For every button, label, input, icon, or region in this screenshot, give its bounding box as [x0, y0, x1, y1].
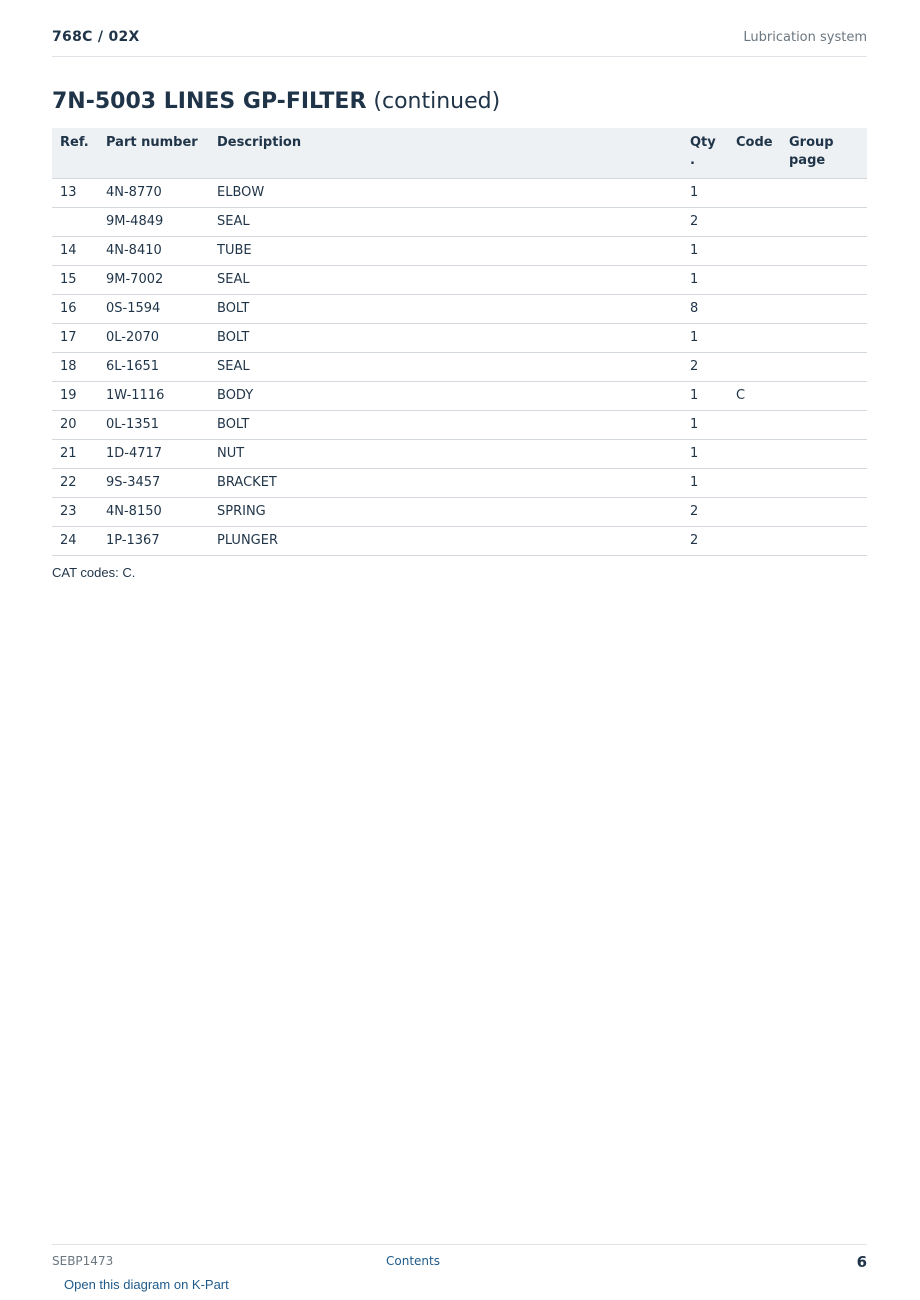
cell-description: BRACKET	[217, 469, 690, 498]
cell-group-page	[789, 382, 867, 411]
cell-description: BOLT	[217, 411, 690, 440]
cell-group-page	[789, 411, 867, 440]
cell-description: TUBE	[217, 237, 690, 266]
cell-code	[736, 353, 789, 382]
cell-description: BODY	[217, 382, 690, 411]
section-label: Lubrication system	[743, 30, 867, 45]
parts-table	[52, 128, 867, 556]
table-row	[52, 179, 867, 208]
cell-description: BOLT	[217, 324, 690, 353]
col-header-description: Description	[217, 128, 690, 179]
cell-code: C	[736, 382, 789, 411]
cell-group-page	[789, 324, 867, 353]
cell-group-page	[789, 266, 867, 295]
table-row	[52, 382, 867, 411]
cell-ref: 13	[52, 179, 106, 208]
col-header-part-number: Part number	[106, 128, 217, 179]
cell-code	[736, 440, 789, 469]
table-row	[52, 266, 867, 295]
page-number: 6	[856, 1253, 867, 1271]
cell-code	[736, 324, 789, 353]
cell-code	[736, 498, 789, 527]
cell-qty: 1	[690, 411, 736, 440]
cell-code	[736, 237, 789, 266]
table-row	[52, 295, 867, 324]
cell-part-number: 0L-2070	[106, 324, 217, 353]
cell-qty: 1	[690, 324, 736, 353]
col-header-qty-line2: .	[690, 153, 695, 168]
cell-code	[736, 266, 789, 295]
cell-qty: 8	[690, 295, 736, 324]
col-header-code: Code	[736, 128, 789, 179]
page-title	[52, 89, 500, 114]
cell-part-number: 4N-8770	[106, 179, 217, 208]
cell-qty: 1	[690, 266, 736, 295]
cell-part-number: 0L-1351	[106, 411, 217, 440]
cell-description: BOLT	[217, 295, 690, 324]
cell-qty: 1	[690, 469, 736, 498]
cell-description: SEAL	[217, 266, 690, 295]
table-row	[52, 237, 867, 266]
cell-code	[736, 208, 789, 237]
cell-description: SEAL	[217, 208, 690, 237]
cell-part-number: 1W-1116	[106, 382, 217, 411]
cell-qty: 1	[690, 179, 736, 208]
cell-qty: 2	[690, 353, 736, 382]
cell-description: PLUNGER	[217, 527, 690, 556]
table-row	[52, 440, 867, 469]
cell-qty: 1	[690, 440, 736, 469]
cell-group-page	[789, 440, 867, 469]
col-header-qty-line1: Qty	[690, 135, 716, 150]
cell-ref: 23	[52, 498, 106, 527]
table-row	[52, 353, 867, 382]
table-row	[52, 324, 867, 353]
cell-description: ELBOW	[217, 179, 690, 208]
cell-ref: 16	[52, 295, 106, 324]
cell-description: SEAL	[217, 353, 690, 382]
title-suffix: (continued)	[373, 89, 501, 114]
cell-part-number: 0S-1594	[106, 295, 217, 324]
cell-part-number: 9S-3457	[106, 469, 217, 498]
cell-group-page	[789, 179, 867, 208]
cell-ref: 18	[52, 353, 106, 382]
cell-description: NUT	[217, 440, 690, 469]
cell-ref: 22	[52, 469, 106, 498]
col-header-ref: Ref.	[52, 128, 106, 179]
cell-part-number: 4N-8410	[106, 237, 217, 266]
cell-part-number: 4N-8150	[106, 498, 217, 527]
table-row	[52, 527, 867, 556]
cat-codes-note: CAT codes: C.	[52, 565, 136, 580]
cell-qty: 2	[690, 498, 736, 527]
cell-ref	[52, 208, 106, 237]
cell-part-number: 9M-4849	[106, 208, 217, 237]
cell-ref: 14	[52, 237, 106, 266]
cell-qty: 2	[690, 527, 736, 556]
cell-part-number: 1D-4717	[106, 440, 217, 469]
cell-code	[736, 411, 789, 440]
table-row	[52, 411, 867, 440]
col-header-group-page	[789, 128, 867, 179]
cell-ref: 19	[52, 382, 106, 411]
cell-qty: 1	[690, 237, 736, 266]
cell-group-page	[789, 353, 867, 382]
cell-ref: 15	[52, 266, 106, 295]
page-header	[52, 29, 867, 57]
cell-group-page	[789, 295, 867, 324]
col-header-qty	[690, 128, 736, 179]
model-label: 768C / 02X	[52, 29, 140, 45]
cell-group-page	[789, 498, 867, 527]
cell-qty: 2	[690, 208, 736, 237]
cell-ref: 24	[52, 527, 106, 556]
cell-ref: 21	[52, 440, 106, 469]
cell-part-number: 1P-1367	[106, 527, 217, 556]
cell-qty: 1	[690, 382, 736, 411]
table-row	[52, 498, 867, 527]
cell-ref: 20	[52, 411, 106, 440]
title-main: 7N-5003 LINES GP-FILTER	[52, 89, 367, 114]
document-page	[52, 0, 867, 1300]
col-header-group-line1: Group	[789, 135, 834, 150]
cell-description: SPRING	[217, 498, 690, 527]
open-in-kpart-link[interactable]: Open this diagram on K-Part	[64, 1277, 229, 1292]
cell-part-number: 9M-7002	[106, 266, 217, 295]
cell-part-number: 6L-1651	[106, 353, 217, 382]
document-id: SEBP1473	[52, 1254, 114, 1268]
cell-ref: 17	[52, 324, 106, 353]
cell-code	[736, 469, 789, 498]
cell-code	[736, 179, 789, 208]
table-row	[52, 208, 867, 237]
contents-link[interactable]: Contents	[386, 1254, 440, 1268]
cell-group-page	[789, 208, 867, 237]
table-row	[52, 469, 867, 498]
cell-group-page	[789, 527, 867, 556]
page-footer	[52, 1244, 867, 1292]
cell-code	[736, 527, 789, 556]
table-header-row	[52, 128, 867, 179]
cell-code	[736, 295, 789, 324]
col-header-group-line2: page	[789, 153, 826, 168]
cell-group-page	[789, 469, 867, 498]
cell-group-page	[789, 237, 867, 266]
